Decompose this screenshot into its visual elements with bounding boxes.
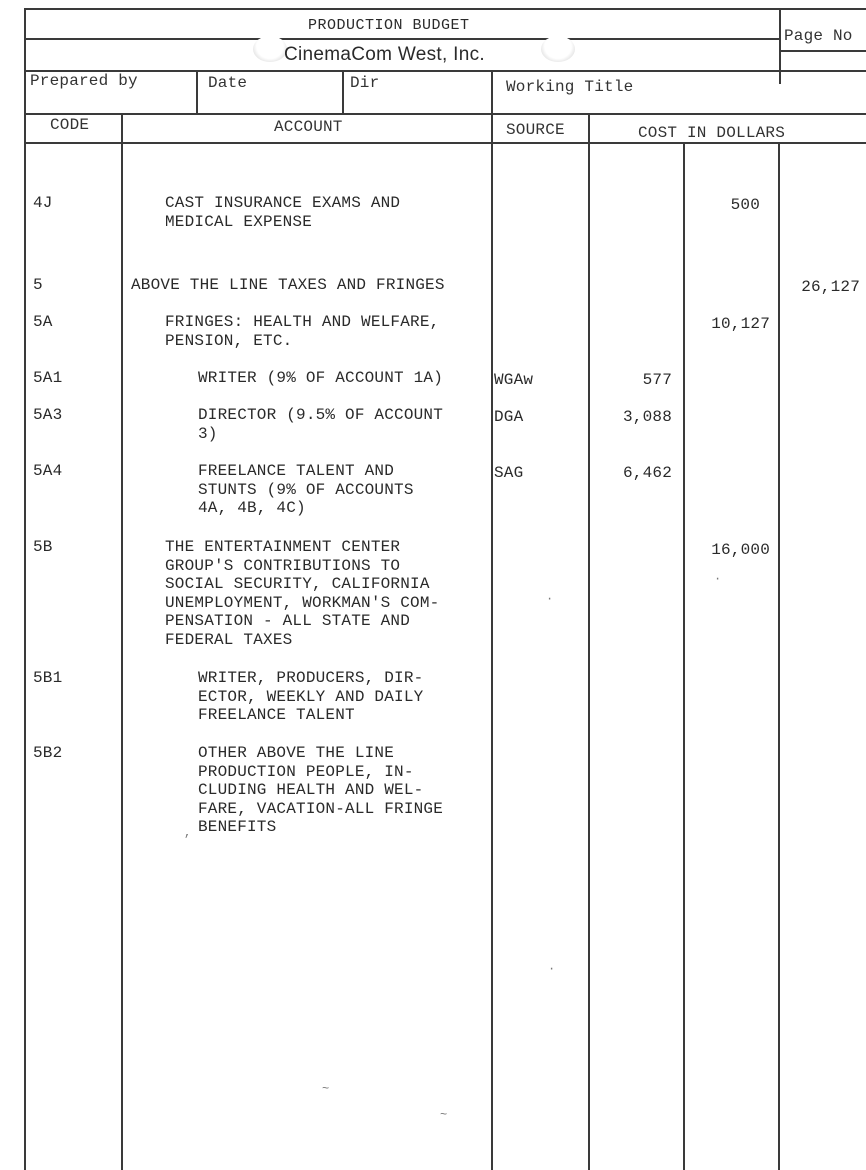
row-account: DIRECTOR (9.5% OF ACCOUNT 3) (198, 406, 444, 443)
scan-speck: ~ (440, 1108, 448, 1122)
row-cost-subtotal: 500 (730, 196, 760, 214)
page-no-label: Page No (784, 27, 853, 45)
dir-label: Dir (350, 74, 380, 92)
header-rule (24, 38, 780, 40)
top-border (24, 8, 866, 10)
info-top-rule (24, 70, 866, 72)
row-account: OTHER ABOVE THE LINE PRODUCTION PEOPLE, IN- CLUDING HEALTH AND WEL- FARE, VACATION-ALL FRINGE BENEFITS (198, 744, 444, 836)
row-code: 5B1 (33, 669, 63, 687)
page-title: PRODUCTION BUDGET (308, 17, 470, 34)
column-line-account (491, 113, 493, 1170)
row-cost-subtotal: 10,127 (711, 315, 770, 333)
row-cost-total: 26,127 (801, 278, 860, 296)
column-line-source (588, 113, 590, 1170)
date-label: Date (208, 74, 248, 92)
row-account: FREELANCE TALENT AND STUNTS (9% OF ACCOUNTS 4A, 4B, 4C) (198, 462, 414, 517)
column-header-account: ACCOUNT (274, 118, 343, 136)
working-title-label: Working Title (506, 78, 634, 96)
row-cost-detail: 3,088 (622, 408, 672, 426)
column-header-source: SOURCE (506, 121, 565, 139)
scan-speck: · (546, 592, 554, 606)
left-border (24, 8, 26, 1170)
row-cost-subtotal: 16,000 (711, 541, 770, 559)
info-divider-2 (342, 70, 344, 114)
column-line-code (121, 113, 123, 1170)
row-account: WRITER (9% OF ACCOUNT 1A) (198, 369, 444, 387)
punch-hole-left (253, 36, 287, 62)
page-no-rule (779, 50, 866, 52)
row-code: 5B2 (33, 744, 63, 762)
info-divider-1 (196, 70, 198, 114)
punch-hole-right (541, 36, 575, 62)
row-code: 5A1 (33, 369, 63, 387)
scan-speck: · (548, 962, 556, 976)
row-source: SAG (494, 464, 524, 482)
column-header-code: CODE (50, 116, 90, 134)
company-name: CinemaCom West, Inc. (284, 44, 485, 65)
info-bottom-rule (24, 113, 866, 115)
column-line-cost-1 (683, 142, 685, 1170)
row-account: CAST INSURANCE EXAMS AND MEDICAL EXPENSE (165, 194, 401, 231)
info-divider-3 (491, 70, 493, 114)
page-no-divider (779, 8, 781, 84)
row-code: 5A (33, 313, 53, 331)
scan-speck: ~ (322, 1082, 330, 1096)
row-account: FRINGES: HEALTH AND WELFARE, PENSION, ETC. (165, 313, 440, 350)
row-account: THE ENTERTAINMENT CENTER GROUP'S CONTRIBUTIONS TO SOCIAL SECURITY, CALIFORNIA UNEMPLOYMENT, WORKMAN'S COM- PENSATION - ALL STATE AND FEDERAL TAXES (165, 538, 440, 649)
row-code: 5A4 (33, 462, 63, 480)
row-cost-detail: 577 (642, 371, 672, 389)
row-code: 5 (33, 276, 43, 294)
row-account: ABOVE THE LINE TAXES AND FRINGES (131, 276, 445, 294)
row-account: WRITER, PRODUCERS, DIR- ECTOR, WEEKLY AND DAILY FREELANCE TALENT (198, 669, 424, 724)
prepared-by-label: Prepared by (30, 72, 138, 90)
row-code: 4J (33, 194, 53, 212)
row-code: 5B (33, 538, 53, 556)
row-source: DGA (494, 408, 524, 426)
row-cost-detail: 6,462 (622, 464, 672, 482)
column-line-cost-2 (778, 142, 780, 1170)
column-header-cost: COST IN DOLLARS (638, 124, 786, 142)
scan-speck: · (714, 572, 722, 586)
row-code: 5A3 (33, 406, 63, 424)
scan-speck: , (184, 826, 192, 840)
row-source: WGAw (494, 371, 534, 389)
